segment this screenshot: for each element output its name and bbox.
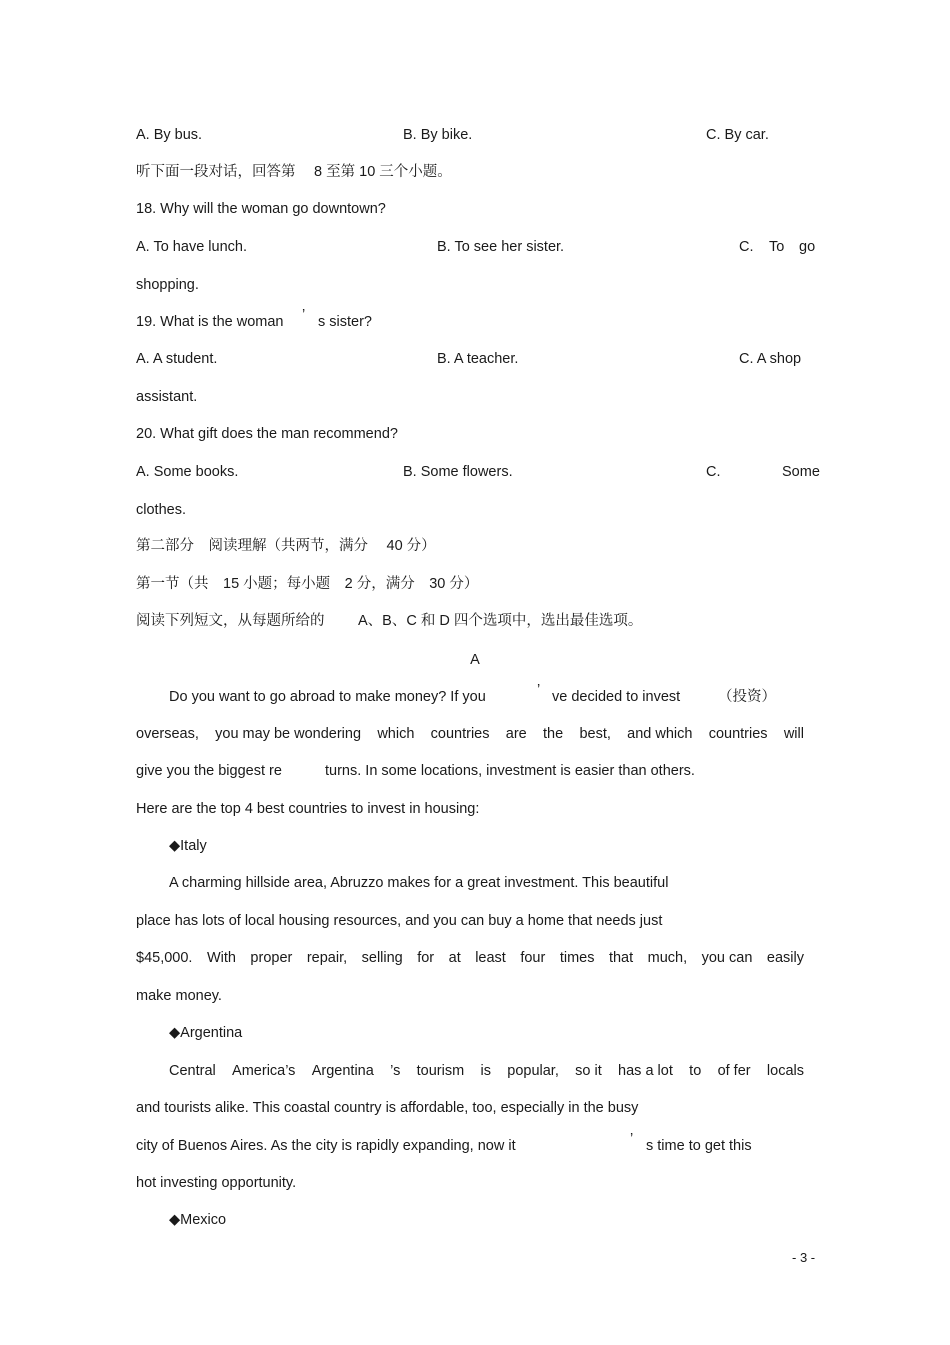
word: selling [361, 950, 403, 966]
intro-line1-part1: Do you want to go abroad to make money? If you [169, 689, 486, 705]
word: countries [430, 726, 490, 742]
word: repair, [306, 950, 348, 966]
q18-option-a: A. To have lunch. [136, 239, 247, 255]
word: $45,000. [136, 950, 193, 966]
argentina-line4: hot investing opportunity. [136, 1175, 297, 1191]
q18-option-b: B. To see her sister. [437, 239, 565, 255]
word: least [475, 950, 506, 966]
word: popular, [507, 1063, 559, 1079]
word: four [520, 950, 546, 966]
word: With [206, 950, 236, 966]
word: for [417, 950, 435, 966]
q18-option-c-label: C. [739, 239, 754, 255]
q20-option-c-continued: clothes. [136, 502, 186, 518]
word: and which [627, 726, 693, 742]
word: Argentina [311, 1063, 374, 1079]
reading-instruction-part1: 阅读下列短文，从每题所给的 [136, 613, 325, 629]
q19-apostrophe: ’ [302, 307, 306, 323]
q19-question-part2: s sister? [318, 314, 372, 330]
word: at [448, 950, 461, 966]
word: ’s [390, 1063, 401, 1079]
q20-option-c-label: C. [706, 464, 721, 480]
word: easily [766, 950, 804, 966]
intro-line2 [136, 724, 804, 744]
argentina-apostrophe: ’ [630, 1131, 634, 1147]
word: are [505, 726, 527, 742]
q20-option-c-word: Some [782, 464, 820, 480]
word: you can [701, 950, 753, 966]
intro-line1-gloss: （投资） [718, 689, 776, 705]
q18-option-c-continued: shopping. [136, 277, 199, 293]
intro-line3-part1: give you the biggest re [136, 763, 282, 779]
argentina-line3-part1: city of Buenos Aires. As the city is rapidly expanding, now it [136, 1138, 516, 1154]
q17-option-c: C. By car. [706, 127, 769, 143]
page-number: - 3 - [792, 1250, 816, 1265]
intro-apostrophe: ’ [537, 682, 541, 698]
word: tourism [416, 1063, 465, 1079]
q20-option-b: B. Some flowers. [403, 464, 513, 480]
passage-letter: A [470, 652, 480, 668]
word: of fer [717, 1063, 751, 1079]
word: locals [766, 1063, 804, 1079]
q18-option-c-word1: To [769, 239, 785, 255]
word: best, [579, 726, 611, 742]
q19-option-c-continued: assistant. [136, 389, 198, 405]
word: to [689, 1063, 702, 1079]
word: you may be wondering [215, 726, 362, 742]
italy-heading: ◆Italy [169, 838, 207, 854]
italy-line2: place has lots of local housing resources, and you can buy a home that needs just [136, 913, 663, 929]
q19-option-b: B. A teacher. [437, 351, 519, 367]
q17-option-a: A. By bus. [136, 127, 203, 143]
intro-line1-part2: ve decided to invest [552, 689, 681, 705]
word: that [608, 950, 634, 966]
word: will [783, 726, 804, 742]
italy-line3 [136, 948, 804, 968]
word: overseas, [136, 726, 199, 742]
word: is [480, 1063, 491, 1079]
q20-option-a: A. Some books. [136, 464, 239, 480]
q19-option-a: A. A student. [136, 351, 218, 367]
intro-line3-part2: turns. In some locations, investment is easier than others. [325, 763, 695, 779]
argentina-line1 [169, 1061, 804, 1081]
argentina-line2: and tourists alike. This coastal country is affordable, too, especially in the busy [136, 1100, 639, 1116]
intro-line4: Here are the top 4 best countries to invest in housing: [136, 801, 480, 817]
word: the [543, 726, 564, 742]
word: countries [708, 726, 768, 742]
instruction-18-20: 听下面一段对话，回答第 8 至第 10 三个小题。 [136, 164, 452, 180]
reading-instruction-part2: A、B、C 和 D 四个选项中，选出最佳选项。 [358, 613, 643, 629]
italy-line1: A charming hillside area, Abruzzo makes for a great investment. This beautiful [169, 875, 669, 891]
argentina-heading: ◆Argentina [169, 1025, 243, 1041]
word: has a lot [618, 1063, 673, 1079]
word: times [559, 950, 595, 966]
q18-option-c-word2: go [799, 239, 816, 255]
q19-question-part1: 19. What is the woman [136, 314, 284, 330]
part2-heading: 第二部分 阅读理解（共两节，满分 40 分） [136, 538, 436, 554]
argentina-line3-part2: s time to get this [646, 1138, 752, 1154]
mexico-heading: ◆Mexico [169, 1212, 227, 1228]
word: much, [647, 950, 688, 966]
q17-option-b: B. By bike. [403, 127, 473, 143]
word: so it [575, 1063, 602, 1079]
section1-heading: 第一节（共 15 小题；每小题 2 分，满分 30 分） [136, 576, 479, 592]
q20-question: 20. What gift does the man recommend? [136, 426, 398, 442]
q18-question: 18. Why will the woman go downtown? [136, 201, 386, 217]
italy-line4: make money. [136, 988, 222, 1004]
word: Central [169, 1063, 216, 1079]
word: America’s [232, 1063, 296, 1079]
word: which [377, 726, 415, 742]
q19-option-c: C. A shop [739, 351, 802, 367]
word: proper [250, 950, 293, 966]
